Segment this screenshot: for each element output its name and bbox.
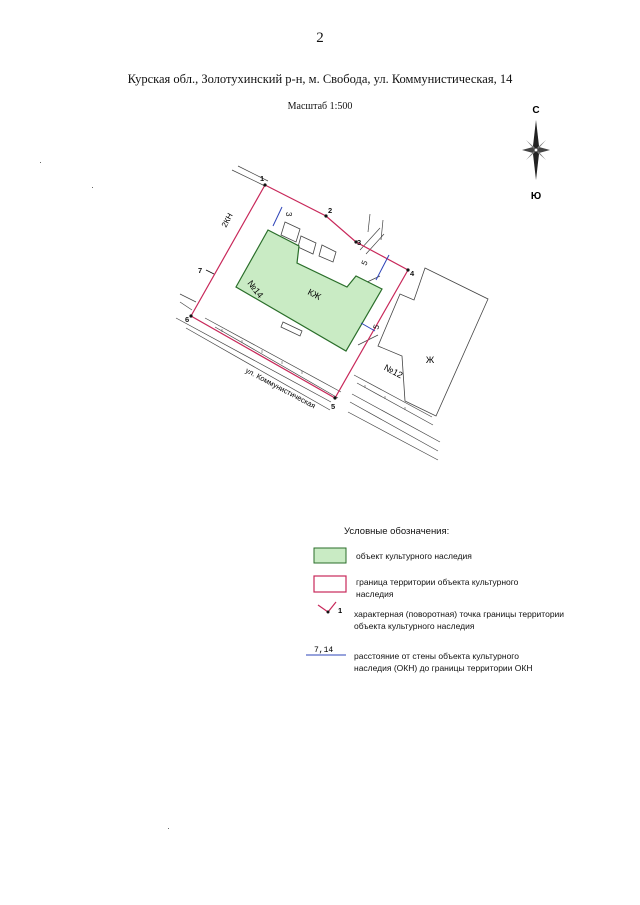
distance-label-2: 5 [359, 259, 370, 267]
neighbor-building [378, 268, 488, 416]
point-label-3: 3 [357, 238, 362, 247]
compass [522, 105, 550, 202]
point-label-1: 1 [260, 174, 265, 183]
compass-rose-icon [522, 120, 550, 180]
legend-point-label: 1 [338, 606, 343, 615]
point-label-4: 4 [410, 269, 415, 278]
legend-symbols [306, 548, 346, 655]
legend-text-turning-point: характерная (поворотная) точка границы территории объекта культурного наследия [354, 609, 565, 631]
point-label-2: 2 [328, 206, 333, 215]
point-label-6: 6 [185, 315, 190, 324]
neighbor-building-label: 2КН [219, 211, 235, 229]
legend-title: Условные обозначения: [344, 526, 450, 537]
scan-speck [40, 162, 41, 163]
legend-text-boundary: граница территории объекта культурного наследия [356, 577, 519, 599]
legend-symbol-boundary [314, 576, 346, 592]
neighbor-number-label: №12 [382, 362, 405, 381]
okn-building [236, 230, 382, 351]
legend-text-distance: расстояние от стены объекта культурного наследия (ОКН) до границы территории ОКН [354, 651, 533, 673]
street-label: ул. Коммунистическая [244, 365, 318, 411]
legend-symbol-distance [306, 646, 346, 655]
neighbor-type-label: Ж [425, 355, 435, 365]
scan-speck [92, 187, 93, 188]
compass-south-label: Ю [530, 191, 542, 202]
legend-distance-label: 7,14 [314, 646, 334, 655]
scale-label: Масштаб 1:500 [287, 101, 353, 112]
okn-type-label: КЖ [306, 286, 323, 302]
point-label-5: 5 [331, 402, 336, 411]
scan-speck [168, 828, 169, 829]
address-title: Курская обл., Золотухинский р-н, м. Свобода, ул. Коммунистическая, 14 [127, 72, 513, 86]
point-label-7: 7 [198, 266, 203, 275]
legend-symbol-okn [314, 548, 346, 563]
okn-number-label: №14 [245, 278, 266, 300]
distance-label-1: 3 [284, 212, 293, 217]
legend-symbol-turning-point [318, 602, 342, 615]
compass-north-label: С [532, 105, 540, 116]
page-number: 2 [316, 30, 324, 46]
distance-label-3: 5 [371, 323, 382, 331]
legend-text-okn: объект культурного наследия [356, 551, 472, 561]
